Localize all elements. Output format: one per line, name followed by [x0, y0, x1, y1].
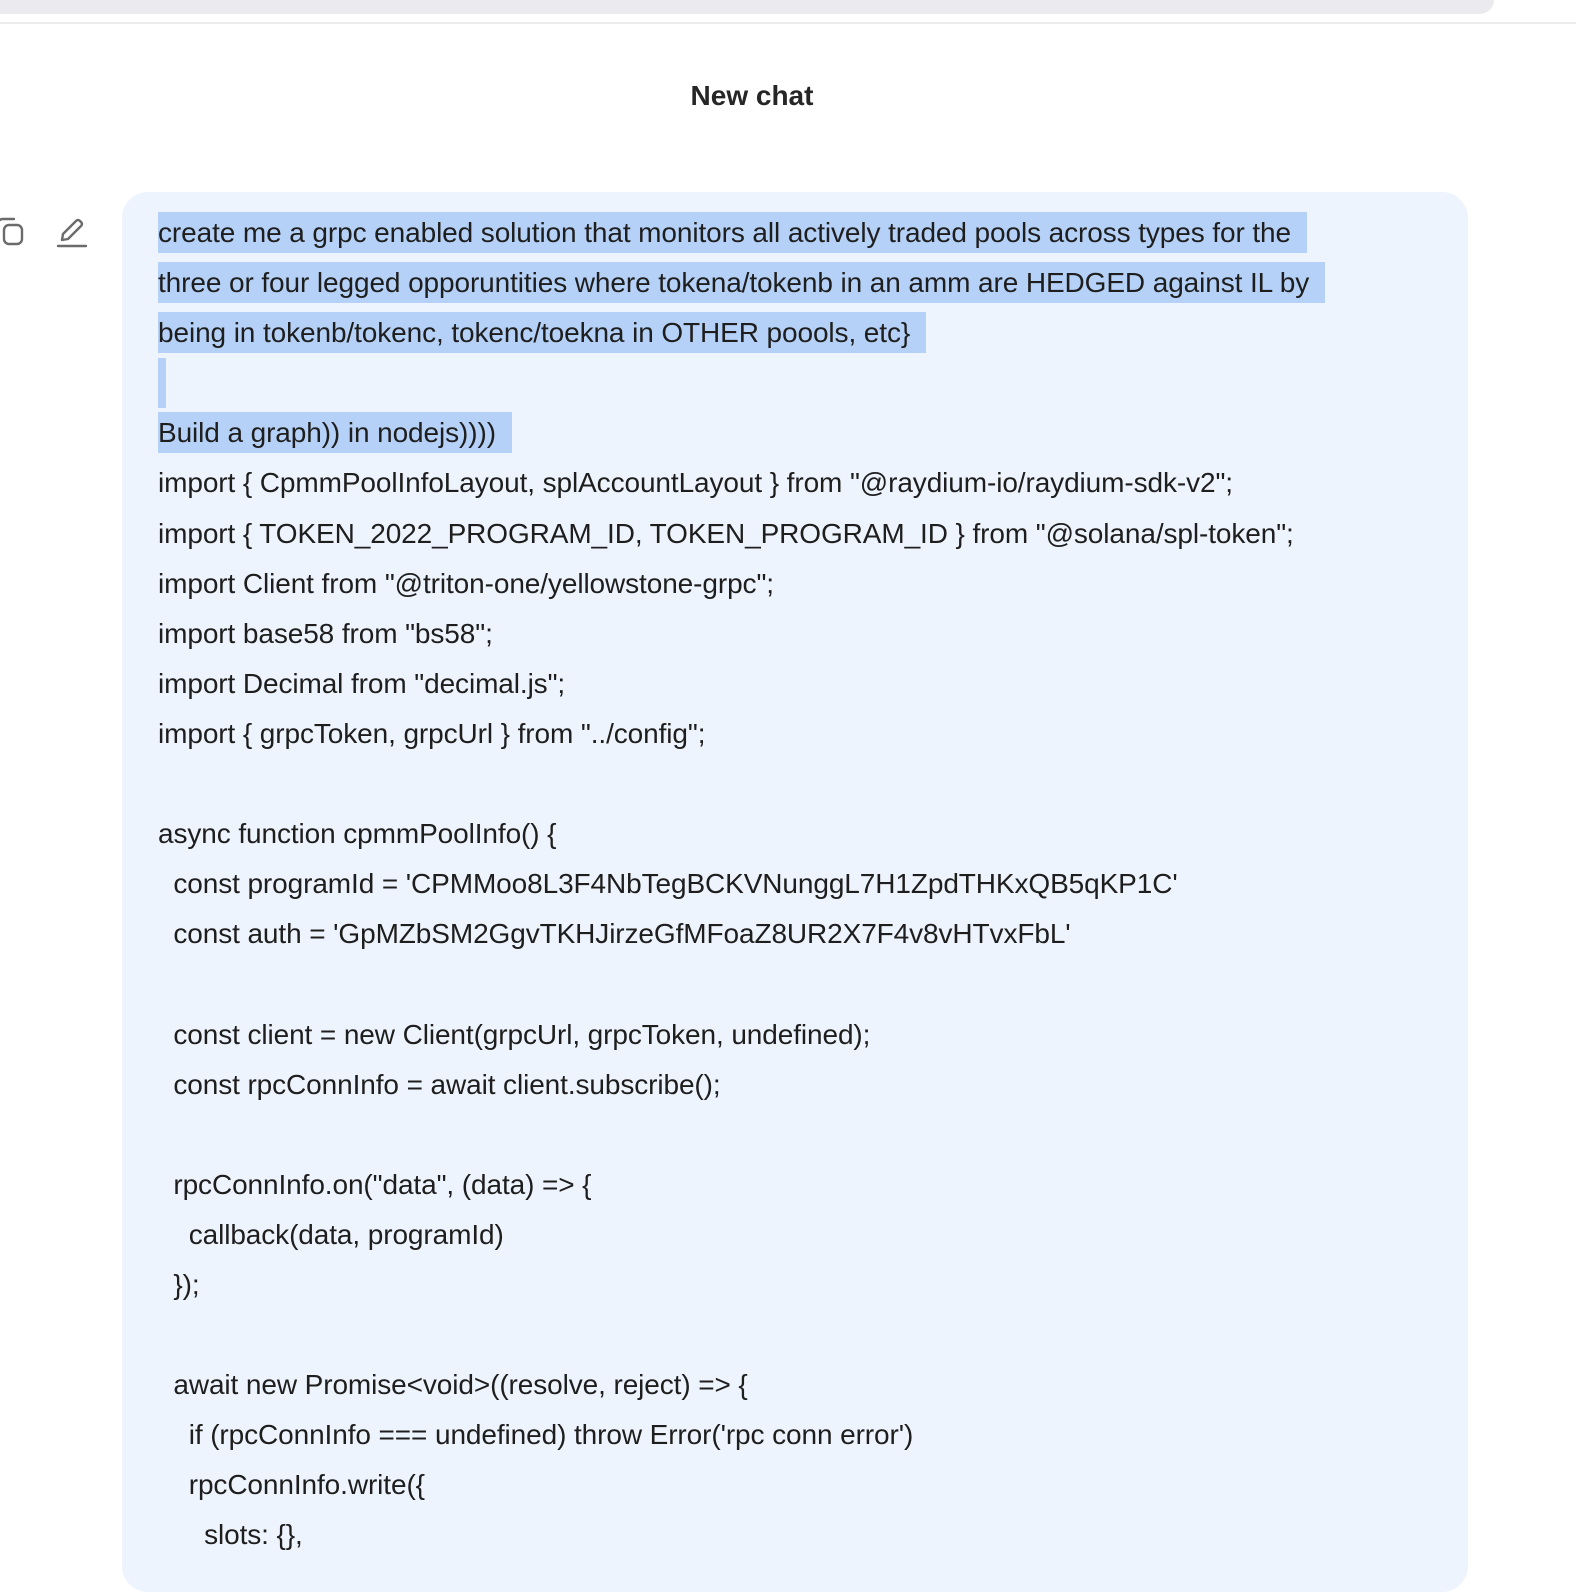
code-line [158, 959, 1448, 1009]
code-line: rpcConnInfo.on("data", (data) => { [158, 1168, 592, 1200]
selected-text: create me a grpc enabled solution that monitors all actively traded pools across types for the [158, 212, 1307, 253]
code-line: import Client from "@triton-one/yellowstone-grpc"; [158, 567, 774, 599]
code-line [158, 1310, 1448, 1360]
code-line: async function cpmmPoolInfo() { [158, 818, 557, 850]
page-title: New chat [690, 80, 814, 111]
code-line: const client = new Client(grpcUrl, grpcToken, undefined); [158, 1018, 871, 1050]
message-actions [0, 212, 102, 256]
code-line: const auth = 'GpMZbSM2GgvTKHJirzeGfMFoaZ8UR2X7F4v8vHTvxFbL' [158, 918, 1071, 950]
selected-text: three or four legged opporuntities where tokena/tokenb in an amm are HEDGED against IL by [158, 262, 1325, 303]
code-line: const rpcConnInfo = await client.subscribe(); [158, 1068, 721, 1100]
code-line: await new Promise<void>((resolve, reject) => { [158, 1369, 748, 1401]
edit-icon[interactable] [52, 212, 92, 252]
top-bar [0, 0, 1494, 14]
message-line [158, 308, 1448, 358]
selected-text: being in tokenb/tokenc, tokenc/toekna in OTHER poools, etc} [158, 312, 926, 353]
copy-icon[interactable] [0, 212, 32, 252]
code-line: import { grpcToken, grpcUrl } from "../config"; [158, 717, 706, 749]
code-line: rpcConnInfo.write({ [158, 1469, 425, 1501]
code-line: slots: {}, [158, 1519, 303, 1551]
code-line: const programId = 'CPMMoo8L3F4NbTegBCKVNunggL7H1ZpdTHKxQB5qKP1C' [158, 868, 1178, 900]
selected-text: Build a graph)) in nodejs)))) [158, 412, 512, 453]
user-message-text [158, 208, 1448, 1561]
code-line: callback(data, programId) [158, 1218, 504, 1250]
header-divider [0, 22, 1576, 24]
selected-empty-line [158, 358, 166, 408]
code-line [158, 759, 1448, 809]
code-line: import { TOKEN_2022_PROGRAM_ID, TOKEN_PROGRAM_ID } from "@solana/spl-token"; [158, 517, 1294, 549]
message-line [158, 258, 1448, 308]
code-line [158, 1110, 1448, 1160]
code-line: import Decimal from "decimal.js"; [158, 667, 566, 699]
message-line [158, 408, 1448, 458]
code-line: if (rpcConnInfo === undefined) throw Error('rpc conn error') [158, 1419, 914, 1451]
message-line [158, 358, 1448, 408]
code-line: import { CpmmPoolInfoLayout, splAccountLayout } from "@raydium-io/raydium-sdk-v2"; [158, 467, 1233, 499]
code-line: import base58 from "bs58"; [158, 617, 493, 649]
message-line [158, 208, 1448, 258]
code-line: }); [158, 1268, 200, 1300]
